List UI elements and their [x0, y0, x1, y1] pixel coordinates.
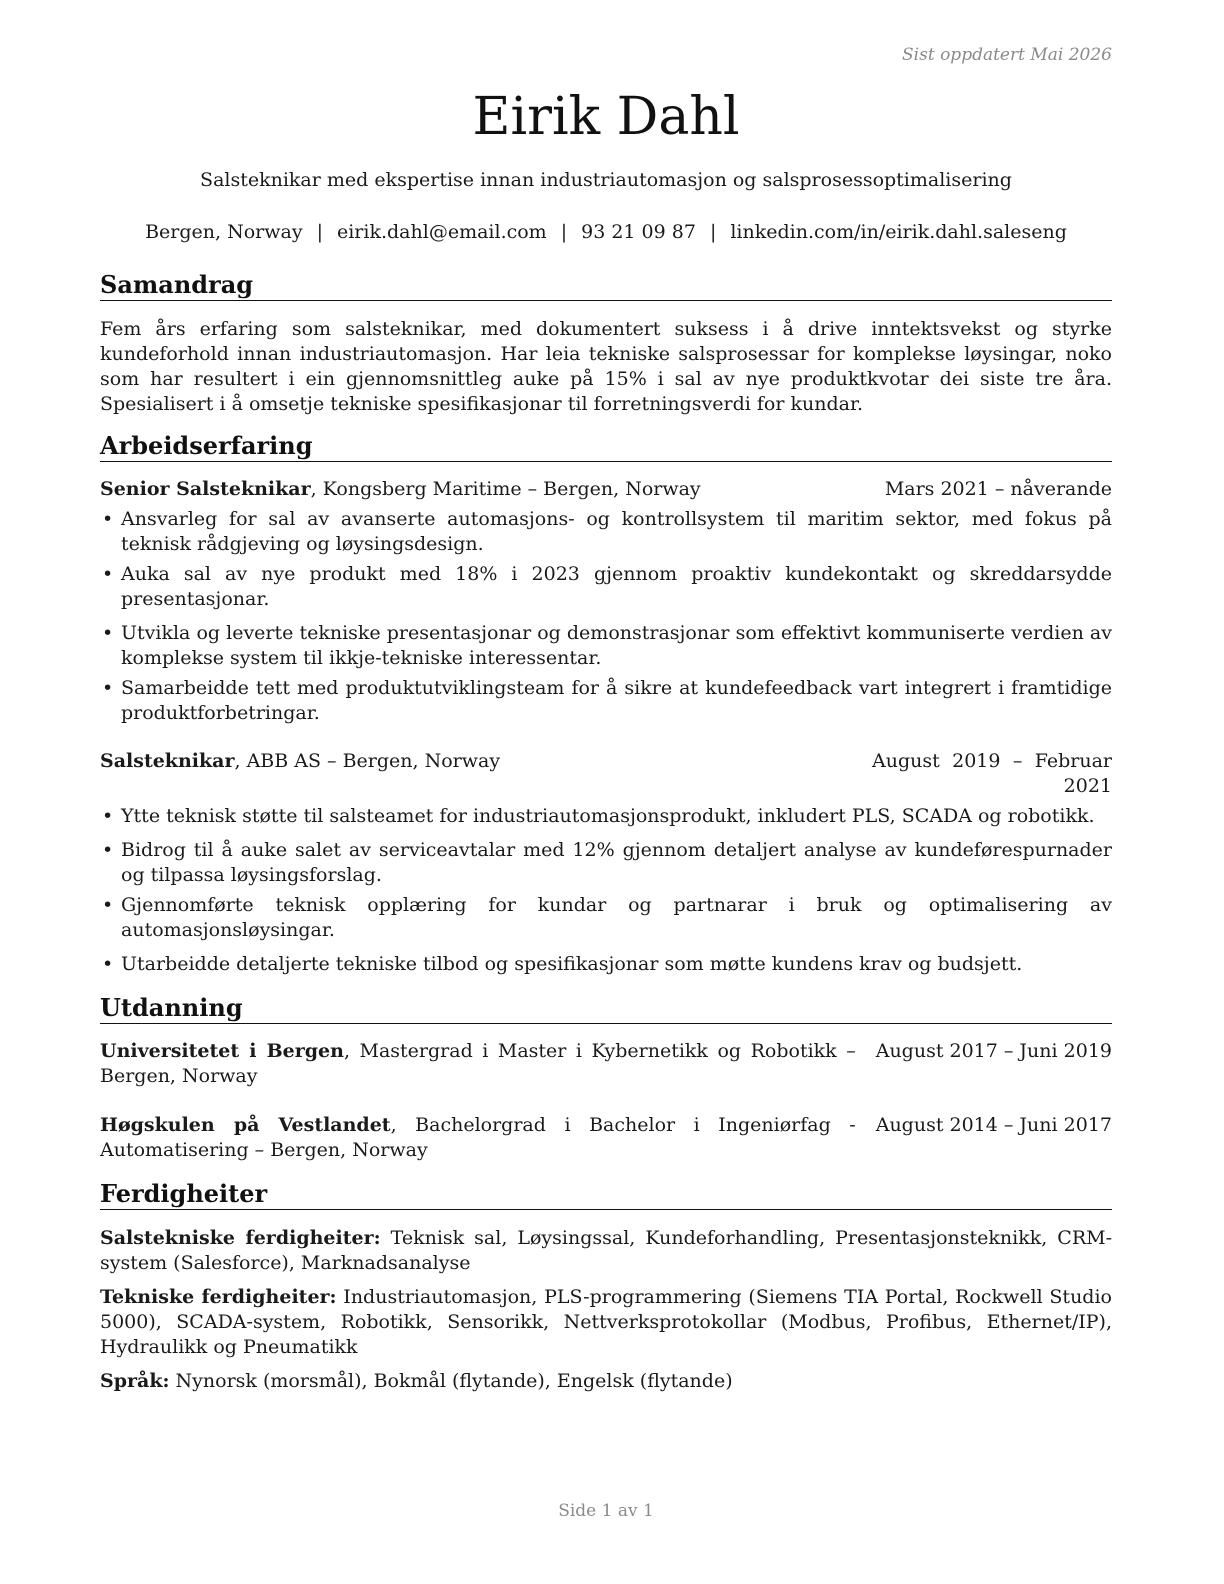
- skill-text: Nynorsk (morsmål), Bokmål (flytande), Engelsk (flytande): [169, 1370, 733, 1392]
- contact-location: Bergen, Norway: [145, 221, 303, 243]
- summary-text: Fem års erfaring som salsteknikar, med dokumentert suksess i å drive inntektsvekst og styrke kundeforhold innan industriautomasjon. Har leia tekniske salsprosessar for komplekse løysingar, noko som har resultert i ein gjennomsnittleg auke på 15% i sal av nye produktkvotar dei siste tre åra. Spesialisert i å omsetje tekniske spesifikasjonar til forretningsverdi for kundar.: [100, 318, 1112, 415]
- skill-group: [100, 1285, 1112, 1360]
- job-header: [100, 477, 1112, 502]
- education-detail: , Bachelorgrad i Bachelor i Ingeniørfag - Automatisering – Bergen, Norway: [100, 1114, 856, 1161]
- bullet-item: • Ytte teknisk støtte til salsteamet for industriautomasjonsprodukt, inkludert PLS, SCADA og robotikk.: [100, 804, 1112, 829]
- bullet-item: • Utarbeidde detaljerte tekniske tilbod og spesifikasjonar som møtte kundens krav og budsjett.: [100, 952, 1112, 977]
- skill-label: Tekniske ferdigheiter:: [100, 1286, 337, 1308]
- skill-text: Teknisk sal, Løysingssal, Kundeforhandling, Presentasjonsteknikk, CRM-system (Salesforce), Marknadsanalyse: [100, 1227, 1112, 1274]
- skill-text: Industriautomasjon, PLS-programmering (Siemens TIA Portal, Rockwell Studio 5000), SCADA-system, Robotikk, Sensorikk, Nettverksprotokollar (Modbus, Profibus, Ethernet/IP), Hydraulikk og Pneumatikk: [100, 1286, 1112, 1358]
- job-company: , Kongsberg Maritime – Bergen, Norway: [310, 478, 701, 500]
- bullet-item: • Bidrog til å auke salet av serviceavtalar med 12% gjennom detaljert analyse av kundeførespurnader og tilpassa løysingsforslag.: [100, 838, 1112, 888]
- job-bullets: [100, 804, 1112, 977]
- bullet-item: • Ansvarleg for sal av avanserte automasjons- og kontrollsystem til maritim sektor, med fokus på teknisk rådgjeving og løysingsdesign.: [100, 507, 1112, 557]
- page-number: Side 1 av 1: [558, 1501, 654, 1521]
- education-entry: [100, 1039, 1112, 1089]
- contact-separator: |: [709, 221, 717, 243]
- job-entry: [100, 749, 1112, 977]
- skill-group: [100, 1226, 1112, 1276]
- bullet-item: • Gjennomførte teknisk opplæring for kundar og partnarar i bruk og optimalisering av automasjonsløysingar.: [100, 893, 1112, 943]
- last-updated: Sist oppdatert Mai 2026: [902, 45, 1112, 65]
- contact-linkedin[interactable]: linkedin.com/in/eirik.dahl.saleseng: [730, 221, 1067, 243]
- contact-email[interactable]: eirik.dahl@email.com: [336, 221, 547, 243]
- bullet-item: • Auka sal av nye produkt med 18% i 2023 gjennom proaktiv kundekontakt og skreddarsydde presentasjonar.: [100, 562, 1112, 612]
- contact-phone: 93 21 09 87: [581, 221, 696, 243]
- contact-separator: |: [560, 221, 568, 243]
- job-bullets: [100, 507, 1112, 726]
- education-dates: August 2014 – Juni 2017: [875, 1114, 1112, 1136]
- education-line: [100, 1113, 876, 1163]
- skill-label: Salstekniske ferdigheiter:: [100, 1227, 381, 1249]
- bullet-item: • Samarbeidde tett med produktutviklingsteam for å sikre at kundefeedback vart integrert i framtidige produktforbetringar.: [100, 676, 1112, 726]
- education-dates: August 2017 – Juni 2019: [875, 1040, 1112, 1062]
- skill-label: Språk:: [100, 1370, 170, 1392]
- job-entry: [100, 477, 1112, 726]
- resume-content: [100, 270, 1112, 1394]
- education-school: Høgskulen på Vestlandet: [100, 1114, 391, 1136]
- contact-separator: |: [316, 221, 323, 243]
- job-title-line: [100, 477, 885, 502]
- job-dates: August 2019 – Februar 2021: [872, 750, 1112, 797]
- tagline: Salsteknikar med ekspertise innan industriautomasjon og salsprosessoptimalisering: [200, 169, 1012, 191]
- job-role: Salsteknikar: [100, 750, 235, 772]
- education-entry: [100, 1113, 1112, 1163]
- bullet-item: • Utvikla og leverte tekniske presentasjonar og demonstrasjonar som effektivt kommuniserte verdien av komplekse system til ikkje-tekniske interessentar.: [100, 621, 1112, 671]
- section-title-experience: Arbeidserfaring: [100, 431, 1112, 462]
- job-title-line: [100, 749, 872, 799]
- section-title-skills: Ferdigheiter: [100, 1179, 1112, 1210]
- education-detail: , Mastergrad i Master i Kybernetikk og Robotikk – Bergen, Norway: [100, 1040, 856, 1087]
- education-school: Universitetet i Bergen: [100, 1040, 344, 1062]
- job-dates: Mars 2021 – nåverande: [884, 478, 1112, 500]
- job-role: Senior Salsteknikar: [100, 478, 311, 500]
- skill-group: [100, 1369, 1112, 1394]
- job-company: , ABB AS – Bergen, Norway: [234, 750, 501, 772]
- contact-line: [0, 219, 1212, 245]
- candidate-name: Eirik Dahl: [472, 87, 740, 147]
- section-title-education: Utdanning: [100, 993, 1112, 1024]
- job-header: [100, 749, 1112, 799]
- education-line: [100, 1039, 876, 1089]
- section-title-summary: Samandrag: [100, 270, 1112, 301]
